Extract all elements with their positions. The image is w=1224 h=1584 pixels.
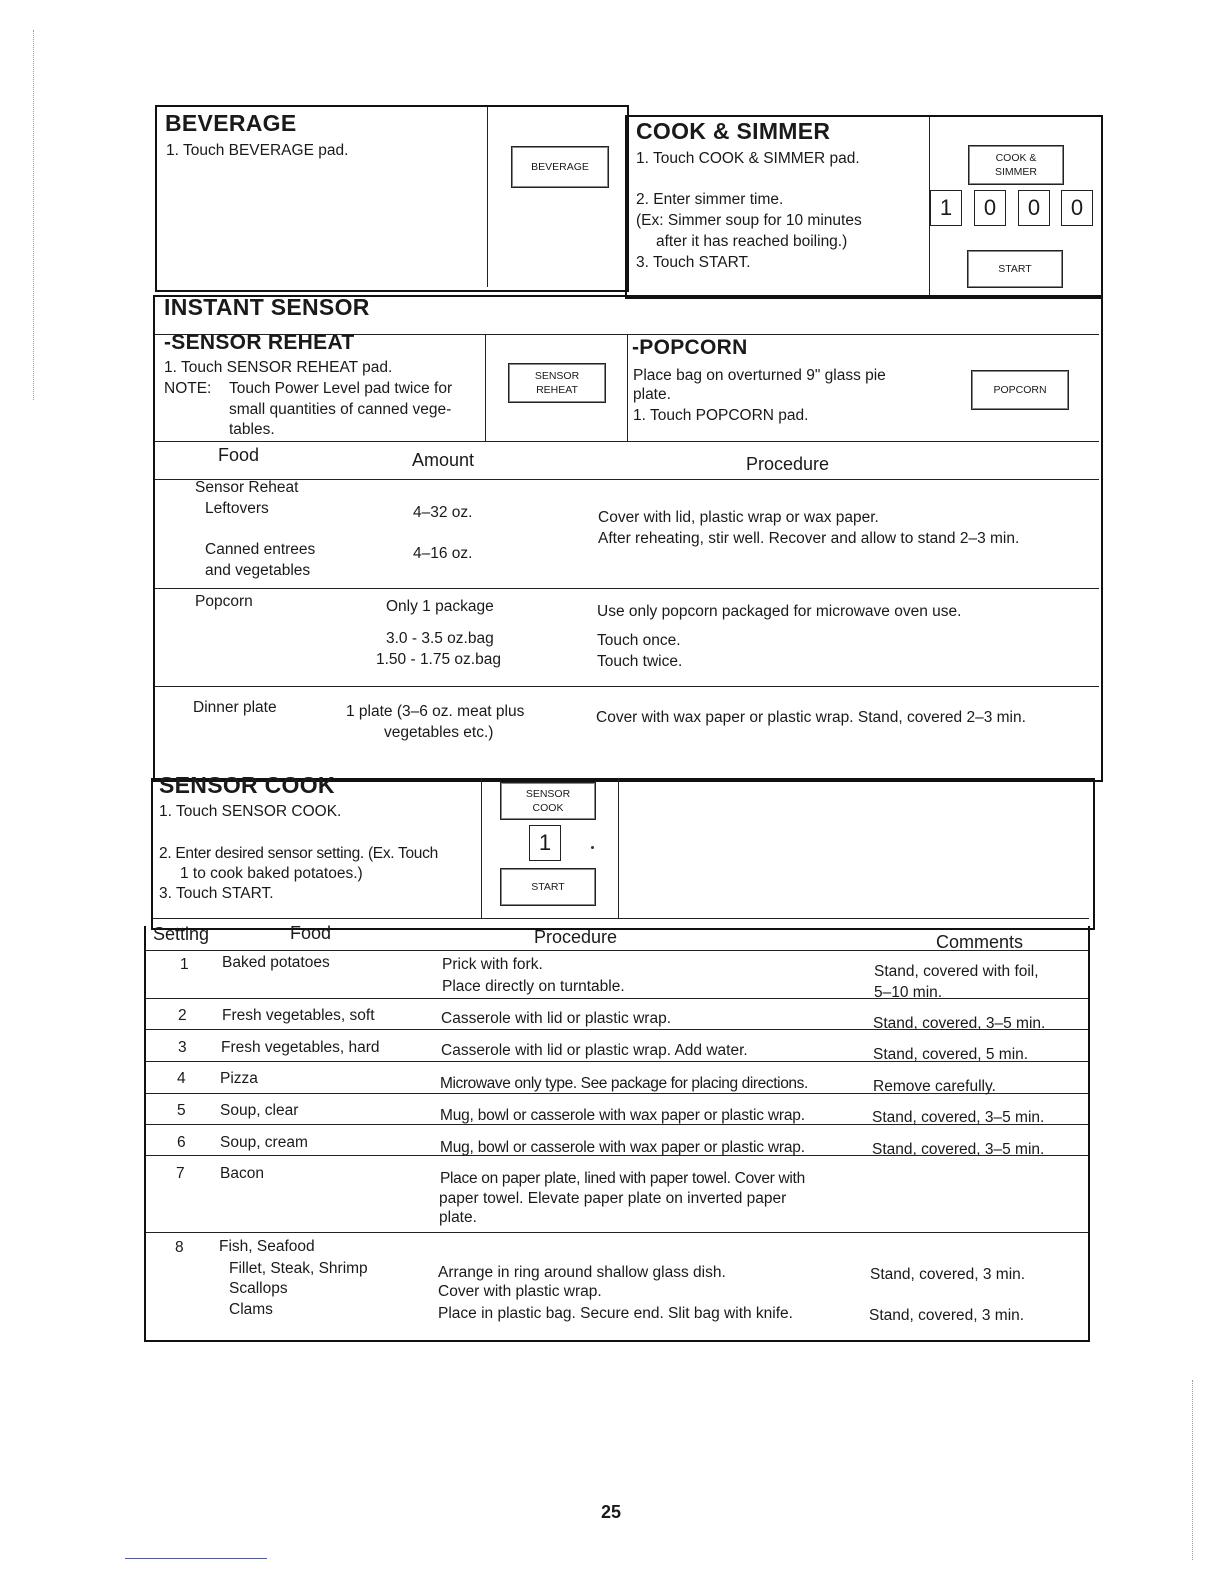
food-value: Fish, Seafood <box>219 1238 315 1255</box>
food-value: Soup, cream <box>220 1134 308 1151</box>
divider <box>146 1232 1088 1233</box>
food-value: Pizza <box>220 1070 258 1087</box>
popcorn-procedure: Use only popcorn packaged for microwave oven use. <box>597 603 962 620</box>
procedure-value-2: paper towel. Elevate paper plate on inverted paper <box>439 1190 787 1207</box>
popcorn-procedure-3: Touch twice. <box>597 653 683 670</box>
sensor-reheat-step1: 1. Touch SENSOR REHEAT pad. <box>164 359 393 376</box>
popcorn-procedure-2: Touch once. <box>597 632 681 649</box>
dinner-plate-procedure: Cover with wax paper or plastic wrap. Stand, covered 2–3 min. <box>596 709 1026 726</box>
food-value: Fresh vegetables, hard <box>221 1039 380 1056</box>
divider <box>146 998 1088 999</box>
digit-key[interactable]: 1 <box>529 825 561 861</box>
divider <box>155 686 1099 687</box>
setting-value: 2 <box>178 1007 187 1024</box>
comment-value: Remove carefully. <box>873 1078 996 1095</box>
cook-simmer-key-line1: COOK & <box>995 152 1037 164</box>
sensor-reheat-note: Touch Power Level pad twice for <box>229 380 453 397</box>
cook-simmer-example: (Ex: Simmer soup for 10 minutes <box>636 212 862 229</box>
instant-sensor-title: INSTANT SENSOR <box>164 294 370 320</box>
divider <box>487 107 488 287</box>
beverage-title: BEVERAGE <box>165 110 297 136</box>
dinner-plate-amount: 1 plate (3–6 oz. meat plus <box>346 703 525 720</box>
canned-label: Canned entrees <box>205 541 316 558</box>
procedure-value: Mug, bowl or casserole with wax paper or plastic wrap. <box>440 1107 805 1124</box>
cook-simmer-step3: 3. Touch START. <box>636 254 751 271</box>
cook-simmer-key-line2: SIMMER <box>995 166 1037 178</box>
dinner-plate-label: Dinner plate <box>193 699 277 716</box>
food-value: Bacon <box>220 1165 264 1182</box>
reheat-procedure: Cover with lid, plastic wrap or wax paper. <box>598 509 879 526</box>
beverage-step1: 1. Touch BEVERAGE pad. <box>166 142 349 159</box>
divider <box>146 1093 1088 1094</box>
comment-value: Stand, covered with foil, <box>874 963 1039 980</box>
procedure-value: Microwave only type. See package for placing directions. <box>440 1075 808 1092</box>
sensor-cook-step2-cont: 1 to cook baked potatoes.) <box>180 865 363 882</box>
canned-label-2: and vegetables <box>205 562 311 579</box>
popcorn-amount-3: 1.50 - 1.75 oz.bag <box>376 651 501 668</box>
amount-header: Amount <box>412 450 475 470</box>
comment-value-3: Stand, covered, 3 min. <box>869 1307 1025 1324</box>
leftovers-label: Leftovers <box>205 500 269 517</box>
popcorn-line2: plate. <box>633 386 671 403</box>
digit-key[interactable]: 0 <box>1018 190 1050 226</box>
sensor-cook-key-line2: COOK <box>532 802 564 814</box>
popcorn-line1: Place bag on overturned 9" glass pie <box>633 367 886 384</box>
procedure-value-3: plate. <box>439 1209 477 1226</box>
reheat-procedure-2: After reheating, stir well. Recover and allow to stand 2–3 min. <box>598 530 1020 547</box>
sensor-cook-key-line1: SENSOR <box>525 788 571 800</box>
sensor-cook-step1: 1. Touch SENSOR COOK. <box>159 803 342 820</box>
dot-mark <box>591 846 594 849</box>
procedure-value: Casserole with lid or plastic wrap. Add water. <box>441 1042 748 1059</box>
sensor-reheat-note-3: tables. <box>229 421 275 438</box>
procedure-value: Casserole with lid or plastic wrap. <box>441 1010 672 1027</box>
divider <box>146 1155 1088 1156</box>
setting-value: 1 <box>180 956 189 973</box>
canned-amount: 4–16 oz. <box>413 545 473 562</box>
sensor-reheat-key[interactable] <box>508 363 606 403</box>
bottom-rule <box>125 1558 267 1559</box>
leftovers-amount: 4–32 oz. <box>413 504 473 521</box>
right-margin-mark <box>1192 1380 1193 1560</box>
comment-value-2: 5–10 min. <box>874 984 943 1001</box>
divider <box>155 588 1099 589</box>
comment-value: Stand, covered, 3 min. <box>870 1266 1026 1283</box>
fish-clams: Clams <box>229 1301 273 1318</box>
sensor-reheat-note-label: NOTE: <box>164 380 212 397</box>
popcorn-key[interactable]: POPCORN <box>971 370 1069 410</box>
food-header: Food <box>290 923 332 943</box>
setting-value: 3 <box>178 1039 187 1056</box>
popcorn-label: Popcorn <box>195 593 253 610</box>
divider <box>153 918 1089 919</box>
digit-key[interactable]: 0 <box>1061 190 1093 226</box>
procedure-header: Procedure <box>534 927 618 947</box>
divider <box>485 334 486 442</box>
start-key[interactable]: START <box>967 250 1063 288</box>
cook-simmer-example-cont: after it has reached boiling.) <box>656 233 848 250</box>
popcorn-amount-2: 3.0 - 3.5 oz.bag <box>386 630 494 647</box>
divider <box>146 1124 1088 1125</box>
comment-value: Stand, covered, 3–5 min. <box>872 1109 1045 1126</box>
comment-value: Stand, covered, 5 min. <box>873 1046 1029 1063</box>
procedure-value-2: Place directly on turntable. <box>442 978 625 995</box>
left-margin-mark <box>33 30 34 400</box>
divider <box>155 441 1099 442</box>
sensor-reheat-key-line1: SENSOR <box>534 370 580 382</box>
divider <box>146 1061 1088 1062</box>
setting-header: Setting <box>153 924 210 944</box>
comment-value: Stand, covered, 3–5 min. <box>872 1141 1045 1158</box>
page-number: 25 <box>601 1502 622 1522</box>
divider <box>146 1029 1088 1030</box>
setting-value: 7 <box>176 1165 185 1182</box>
procedure-value-2: Cover with plastic wrap. <box>438 1283 602 1300</box>
cook-simmer-key[interactable] <box>968 145 1064 185</box>
divider <box>481 778 482 918</box>
sensor-cook-title: SENSOR COOK <box>159 772 335 798</box>
sensor-cook-start-key[interactable]: START <box>500 868 596 906</box>
procedure-value: Arrange in ring around shallow glass dish. <box>438 1264 726 1281</box>
popcorn-step1: 1. Touch POPCORN pad. <box>633 407 809 424</box>
food-value: Baked potatoes <box>222 954 330 971</box>
procedure-value-3: Place in plastic bag. Secure end. Slit bag with knife. <box>438 1305 793 1322</box>
setting-value: 4 <box>177 1070 186 1087</box>
digit-key[interactable]: 1 <box>930 190 962 226</box>
cook-simmer-title: COOK & SIMMER <box>636 118 831 144</box>
sensor-reheat-note-2: small quantities of canned vege- <box>229 401 452 418</box>
popcorn-title: -POPCORN <box>632 336 748 359</box>
setting-value: 5 <box>177 1102 186 1119</box>
comment-value: Stand, covered, 3–5 min. <box>873 1015 1046 1032</box>
food-value: Soup, clear <box>220 1102 299 1119</box>
setting-value: 6 <box>177 1134 186 1151</box>
beverage-key[interactable]: BEVERAGE <box>511 146 609 188</box>
cook-simmer-step2: 2. Enter simmer time. <box>636 191 784 208</box>
divider <box>627 334 628 442</box>
sensor-reheat-title: -SENSOR REHEAT <box>164 331 355 354</box>
procedure-value: Mug, bowl or casserole with wax paper or plastic wrap. <box>440 1139 805 1156</box>
sensor-reheat-key-line2: REHEAT <box>536 384 578 396</box>
procedure-value: Place on paper plate, lined with paper towel. Cover with <box>440 1170 805 1187</box>
dinner-plate-amount-2: vegetables etc.) <box>384 724 494 741</box>
sensor-cook-step2: 2. Enter desired sensor setting. (Ex. Touch <box>159 845 438 862</box>
comments-header: Comments <box>936 932 1024 952</box>
digit-key[interactable]: 0 <box>974 190 1006 226</box>
procedure-value: Prick with fork. <box>442 956 543 973</box>
divider <box>146 950 1088 951</box>
fish-scallops: Scallops <box>229 1280 288 1297</box>
sensor-cook-key[interactable] <box>500 782 596 820</box>
sensor-cook-step3: 3. Touch START. <box>159 885 274 902</box>
food-value: Fresh vegetables, soft <box>222 1007 375 1024</box>
popcorn-amount: Only 1 package <box>386 598 494 615</box>
sensor-reheat-label: Sensor Reheat <box>195 479 299 496</box>
setting-value: 8 <box>175 1239 184 1256</box>
cook-simmer-step1: 1. Touch COOK & SIMMER pad. <box>636 150 860 167</box>
procedure-header: Procedure <box>746 454 830 474</box>
fish-fillet: Fillet, Steak, Shrimp <box>229 1260 368 1277</box>
food-header: Food <box>218 445 260 465</box>
divider <box>618 778 619 918</box>
